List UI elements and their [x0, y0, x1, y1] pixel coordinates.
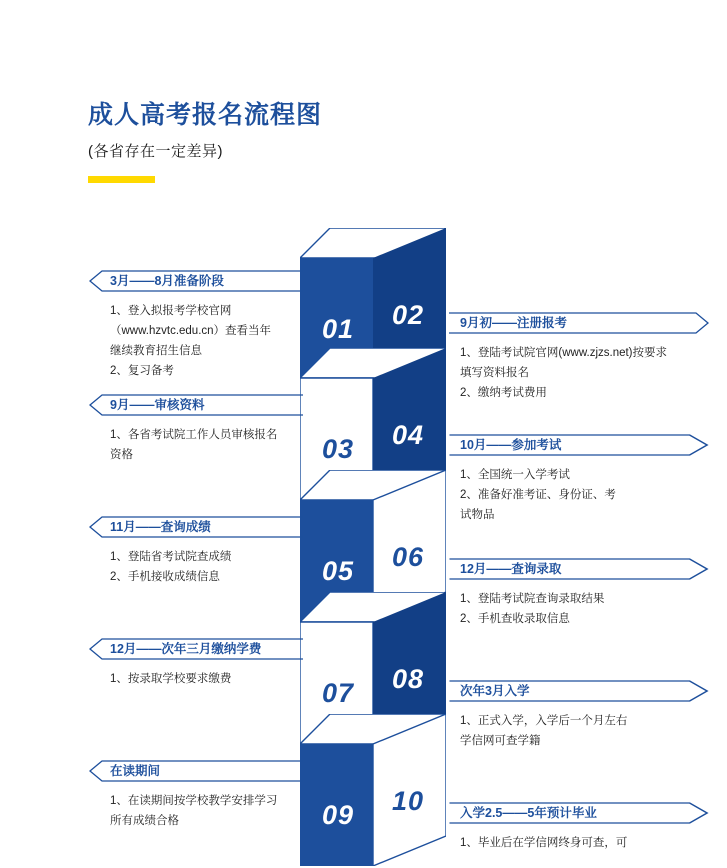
step-block-10 [448, 802, 710, 853]
body-line: 继续教育招生信息 [110, 345, 202, 357]
body-line: 1、登陆考试院查询录取结果 [460, 593, 605, 605]
step-block-09 [88, 760, 304, 831]
step-heading-08 [448, 680, 710, 702]
step-body-07 [88, 669, 304, 689]
page-title: 成人高考报名流程图 [88, 101, 323, 129]
step-heading-text: 次年3月入学 [460, 684, 530, 698]
step-heading-text: 在读期间 [110, 764, 161, 778]
step-number-03: 03 [322, 434, 355, 464]
step-body-05 [88, 547, 304, 587]
cube-shape [300, 714, 446, 866]
step-heading-text: 12月——查询录取 [460, 562, 562, 576]
cube-09-10 [300, 714, 446, 864]
step-heading-text: 入学2.5——5年预计毕业 [460, 806, 597, 820]
step-number-04: 04 [392, 420, 425, 450]
step-number-07: 07 [322, 678, 355, 708]
step-heading-text: 10月——参加考试 [460, 438, 562, 452]
step-body-02 [448, 343, 710, 403]
step-number-02: 02 [392, 300, 425, 330]
body-line: 2、缴纳考试费用 [460, 387, 547, 399]
step-body-06 [448, 589, 710, 629]
step-heading-05 [88, 516, 304, 538]
step-body-08 [448, 711, 710, 751]
step-body-03 [88, 425, 304, 465]
body-line: 1、登陆考试院官网(www.zjzs.net)按要求 [460, 347, 668, 359]
body-line: 1、按录取学校要求缴费 [110, 673, 232, 685]
step-block-04 [448, 434, 710, 525]
step-heading-text: 3月——8月准备阶段 [110, 274, 224, 288]
body-line: 1、各省考试院工作人员审核报名 [110, 429, 278, 441]
step-heading-text: 11月——查询成绩 [110, 520, 211, 534]
step-number-06: 06 [392, 542, 425, 572]
body-line: 1、全国统一入学考试 [460, 469, 570, 481]
step-number-01: 01 [322, 314, 355, 344]
step-block-07 [88, 638, 304, 689]
step-block-05 [88, 516, 304, 587]
step-body-09 [88, 791, 304, 831]
step-heading-03 [88, 394, 304, 416]
step-heading-10 [448, 802, 710, 824]
body-line: 所有成绩合格 [110, 815, 179, 827]
body-line: 填写资料报名 [460, 367, 529, 379]
body-line: 2、准备好准考证、身份证、考 [460, 489, 616, 501]
step-block-06 [448, 558, 710, 629]
step-heading-01 [88, 270, 304, 292]
step-number-05: 05 [322, 556, 355, 586]
step-block-08 [448, 680, 710, 751]
body-line: 1、毕业后在学信网终身可查，可 [460, 837, 628, 849]
step-block-02 [448, 312, 710, 403]
body-line: 2、手机接收成绩信息 [110, 571, 220, 583]
step-heading-text: 9月——审核资料 [110, 398, 205, 412]
step-heading-text: 12月——次年三月缴纳学费 [110, 642, 262, 656]
body-line: 1、正式入学，入学后一个月左右 [460, 715, 628, 727]
page-subtitle: (各省存在一定差异) [88, 143, 223, 160]
step-heading-07 [88, 638, 304, 660]
body-line: 1、登入拟报考学校官网 [110, 305, 232, 317]
step-heading-02 [448, 312, 710, 334]
step-block-01 [88, 270, 304, 381]
step-number-08: 08 [392, 664, 425, 694]
accent-bar [88, 176, 155, 183]
step-number-09: 09 [322, 800, 355, 830]
step-body-01 [88, 301, 304, 381]
step-body-04 [448, 465, 710, 525]
body-line: 学信网可查学籍 [460, 735, 541, 747]
body-line: 2、手机查收录取信息 [460, 613, 570, 625]
step-heading-06 [448, 558, 710, 580]
step-block-03 [88, 394, 304, 465]
step-heading-04 [448, 434, 710, 456]
body-line: 2、复习备考 [110, 365, 174, 377]
body-line: 试物品 [460, 509, 495, 521]
body-line: 1、在读期间按学校教学安排学习 [110, 795, 278, 807]
body-line: （www.hzvtc.edu.cn）查看当年 [110, 325, 272, 337]
step-heading-09 [88, 760, 304, 782]
body-line: 资格 [110, 449, 133, 461]
step-number-10: 10 [392, 786, 425, 816]
step-body-10 [448, 833, 710, 853]
step-heading-text: 9月初——注册报考 [460, 316, 567, 330]
body-line: 1、登陆省考试院查成绩 [110, 551, 232, 563]
